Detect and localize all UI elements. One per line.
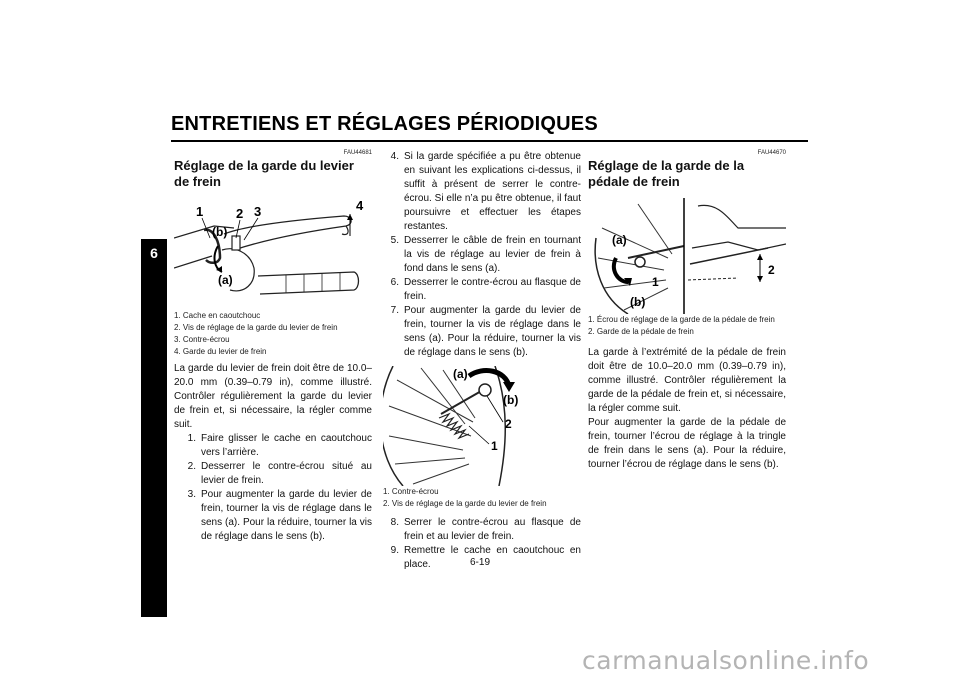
figure-caption bbox=[588, 314, 786, 338]
step-text: Pour augmenter la garde du levier de frein, tourner la vis de réglage dans le sens (a). Pour la réduire, tourner la vis de réglage dans le sens (b). bbox=[404, 305, 581, 358]
step-text: Desserrer le contre-écrou au flasque de frein. bbox=[404, 277, 581, 302]
body-paragraph: La garde du levier de frein doit être de 10.0–20.0 mm (0.39–0.79 in), comme illustré. Contrôler régulièrement la garde du levier de frein et, si nécessaire, la régler comme suit. bbox=[174, 363, 372, 430]
step-text: Desserrer le câble de frein en tournant la vis de réglage au levier de frein à fond dans le sens (a). bbox=[404, 235, 581, 274]
figure-label-1: 1 bbox=[652, 275, 659, 289]
step-number: 2. bbox=[187, 461, 196, 472]
chapter-tab bbox=[141, 239, 167, 617]
figure-label-a: (a) bbox=[612, 233, 627, 247]
section-code: FAU44681 bbox=[343, 150, 372, 156]
caption-item: 2. Garde de la pédale de frein bbox=[588, 327, 694, 336]
step-number: 1. bbox=[187, 433, 196, 444]
step-number: 5. bbox=[390, 235, 399, 246]
brake-lever-illustration bbox=[174, 198, 372, 310]
page-number: 6-19 bbox=[469, 557, 490, 568]
step-text: Remettre le cache en caoutchouc en place. bbox=[404, 545, 581, 570]
column-brake-steps bbox=[383, 150, 581, 572]
step-text: Si la garde spécifiée a pu être obtenue en suivant les explications ci-dessus, il suffit à présent de serrer le contre-écrou. Si elle n’a pu être obtenue, il faut poursuivre et effectuer les étapes restantes. bbox=[404, 151, 581, 232]
watermark: carmanualsonline.info bbox=[582, 646, 870, 675]
step-item bbox=[383, 150, 581, 234]
caption-item: 1. Contre-écrou bbox=[383, 487, 439, 496]
brake-pedal-figure bbox=[588, 198, 786, 314]
figure-label-b: (b) bbox=[503, 393, 519, 407]
step-item bbox=[180, 460, 372, 488]
step-list bbox=[383, 150, 581, 360]
step-number: 7. bbox=[390, 305, 399, 316]
figure-caption bbox=[383, 486, 581, 510]
step-text: Serrer le contre-écrou au flasque de frein et au levier de frein. bbox=[404, 517, 581, 542]
step-item bbox=[383, 516, 581, 544]
brake-hub-illustration bbox=[383, 366, 581, 486]
step-item bbox=[383, 304, 581, 360]
figure-caption bbox=[174, 310, 372, 358]
brake-hub-figure bbox=[383, 366, 581, 486]
step-number: 9. bbox=[390, 545, 399, 556]
header-rule bbox=[171, 140, 808, 142]
section-title-brake-lever: Réglage de la garde du levier de frein bbox=[174, 158, 354, 189]
caption-item: 2. Vis de réglage de la garde du levier de frein bbox=[383, 499, 547, 508]
step-number: 4. bbox=[390, 151, 399, 162]
step-list bbox=[180, 432, 372, 544]
figure-label-a: (a) bbox=[453, 367, 468, 381]
step-item bbox=[383, 276, 581, 304]
body-paragraph: Pour augmenter la garde de la pédale de frein, tourner l’écrou de réglage à la tringle de frein dans le sens (a). Pour la réduire, tourner l’écrou de réglage dans le sens (b). bbox=[588, 417, 786, 470]
figure-label-2: 2 bbox=[505, 417, 512, 431]
figure-label-1: 1 bbox=[491, 439, 498, 453]
figure-label-1: 1 bbox=[196, 204, 204, 219]
figure-label-a: (a) bbox=[218, 273, 233, 287]
caption-item: 3. Contre-écrou bbox=[174, 335, 230, 344]
figure-label-4: 4 bbox=[356, 198, 364, 213]
step-item bbox=[180, 488, 372, 544]
step-text: Desserrer le contre-écrou situé au levier de frein. bbox=[201, 461, 372, 486]
caption-item: 1. Cache en caoutchouc bbox=[174, 311, 261, 320]
figure-label-2: 2 bbox=[768, 263, 775, 277]
column-brake-pedal bbox=[588, 150, 786, 472]
step-item bbox=[180, 432, 372, 460]
brake-pedal-illustration bbox=[588, 198, 786, 314]
caption-item: 1. Écrou de réglage de la garde de la pédale de frein bbox=[588, 315, 775, 324]
figure-label-3: 3 bbox=[254, 204, 262, 219]
caption-item: 4. Garde du levier de frein bbox=[174, 347, 267, 356]
step-text: Faire glisser le cache en caoutchouc vers l’arrière. bbox=[201, 433, 372, 458]
figure-label-b: (b) bbox=[212, 225, 228, 239]
figure-label-b: (b) bbox=[630, 295, 646, 309]
step-number: 3. bbox=[187, 489, 196, 500]
step-text: Pour augmenter la garde du levier de frein, tourner la vis de réglage dans le sens (a). Pour la réduire, tourner la vis de réglage dans le sens (b). bbox=[201, 489, 372, 542]
chapter-tab-label: 6 bbox=[150, 245, 158, 261]
figure-label-2: 2 bbox=[236, 206, 244, 221]
body-paragraph: La garde à l’extrémité de la pédale de frein doit être de 10.0–20.0 mm (0.39–0.79 in), comme illustré. Contrôler régulièrement la garde de la pédale de frein et, si nécessaire, la régler comme suit. bbox=[588, 347, 786, 414]
page-title: ENTRETIENS ET RÉGLAGES PÉRIODIQUES bbox=[171, 113, 598, 135]
step-item bbox=[383, 234, 581, 276]
step-number: 8. bbox=[390, 517, 399, 528]
section-title-brake-pedal: Réglage de la garde de la pédale de frein bbox=[588, 158, 745, 189]
column-brake-lever bbox=[174, 150, 372, 544]
section-code: FAU44670 bbox=[757, 150, 786, 156]
caption-item: 2. Vis de réglage de la garde du levier de frein bbox=[174, 323, 338, 332]
step-number: 6. bbox=[390, 277, 399, 288]
brake-lever-figure bbox=[174, 198, 372, 310]
